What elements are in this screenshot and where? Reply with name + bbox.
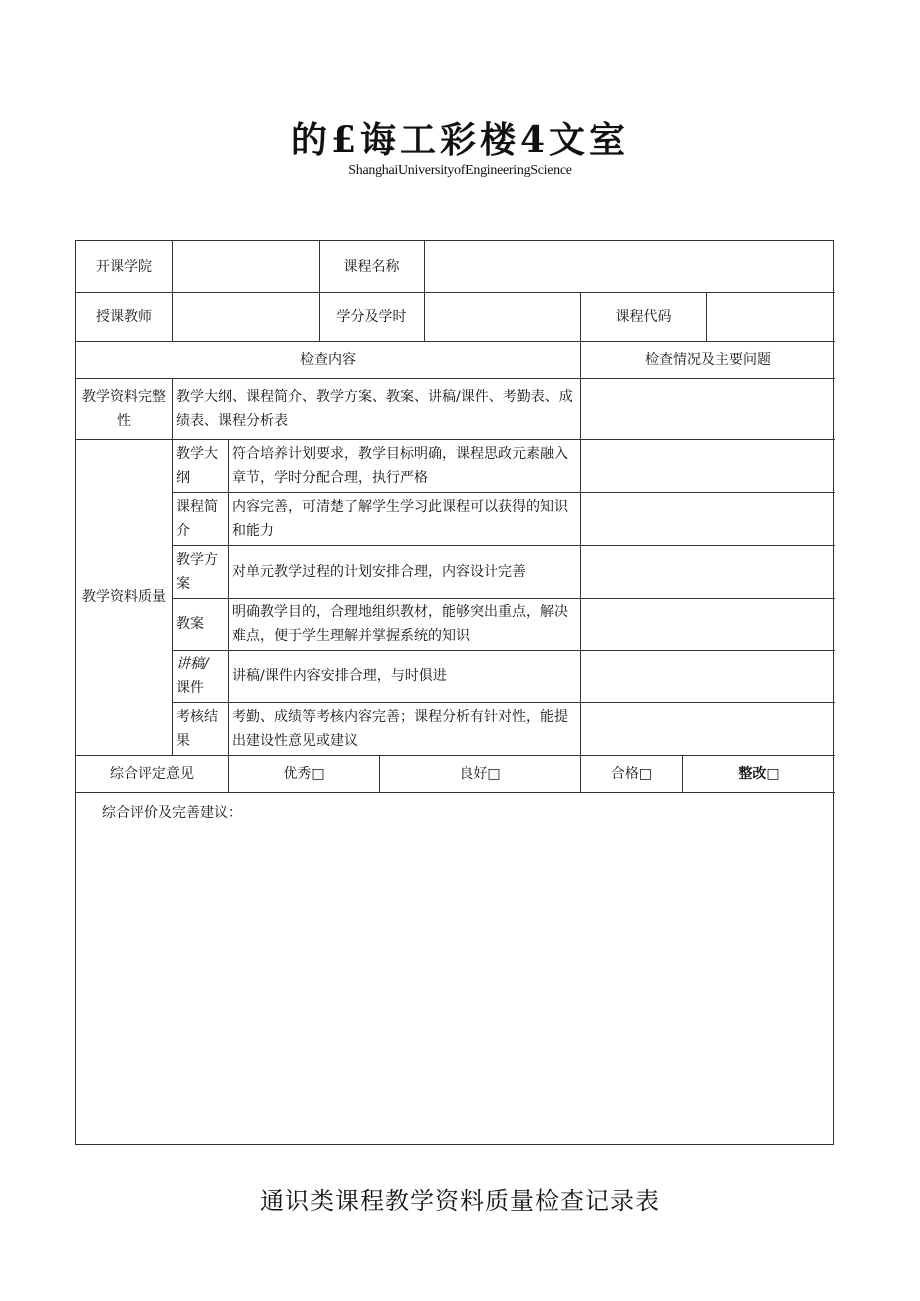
quality-item-name: 课程简介 <box>176 498 218 539</box>
quality-item-name: 考核结果 <box>176 708 218 749</box>
course-code-label: 课程代码 <box>615 308 672 325</box>
course-name-field[interactable] <box>425 241 835 292</box>
credits-field[interactable] <box>425 292 580 341</box>
comments-label: 综合评价及完善建议： <box>102 805 242 821</box>
course-code-field[interactable] <box>707 292 835 341</box>
quality-label: 教学资料质量 <box>82 589 166 605</box>
rating-rectify-checkbox[interactable]: 整改□ <box>738 765 780 782</box>
quality-item-name: 教学方案 <box>176 551 218 592</box>
quality-item-name: 教学大纲 <box>176 445 218 486</box>
form-title: 通识类课程教学资料质量检查记录表 <box>260 1187 660 1215</box>
inspection-form-table <box>75 240 834 1145</box>
quality-item-name <box>173 650 228 702</box>
comments-area[interactable] <box>76 833 835 1144</box>
college-label: 开课学院 <box>96 258 152 275</box>
teacher-label: 授课教师 <box>96 308 152 325</box>
completeness-content: 教学大纲、课程简介、教学方案、教案、讲稿/课件、考勤表、成绩表、课程分析表 <box>176 388 573 429</box>
university-logo-title: 的£诲工彩楼4文室 <box>290 119 630 161</box>
teacher-field[interactable] <box>173 292 319 341</box>
completeness-findings[interactable] <box>581 378 835 439</box>
quality-item-findings[interactable] <box>581 598 835 650</box>
quality-item-criteria: 对单元教学过程的计划安排合理，内容设计完善 <box>232 563 526 580</box>
content-header: 检查内容 <box>300 351 356 368</box>
rating-good-checkbox[interactable]: 良好□ <box>459 765 501 782</box>
course-name-label: 课程名称 <box>343 258 400 275</box>
quality-item-name: 教案 <box>176 616 204 632</box>
college-field[interactable] <box>173 241 319 292</box>
quality-item-findings[interactable] <box>581 545 835 598</box>
quality-item-criteria: 内容完善，可清楚了解学生学习此课程可以获得的知识和能力 <box>232 498 568 539</box>
quality-item-findings[interactable] <box>581 650 835 702</box>
quality-item-findings[interactable] <box>581 702 835 755</box>
findings-header: 检查情况及主要问题 <box>645 351 771 368</box>
quality-item-criteria: 符合培养计划要求，教学目标明确，课程思政元素融入章节，学时分配合理，执行严格 <box>232 445 568 486</box>
quality-item-criteria: 讲稿/课件内容安排合理，与时俱进 <box>232 668 447 684</box>
quality-item-name-italic: 讲稿/ <box>176 656 209 672</box>
credits-label: 学分及学时 <box>336 308 407 325</box>
rating-label: 综合评定意见 <box>110 765 194 782</box>
quality-item-criteria: 明确教学目的，合理地组织教材，能够突出重点，解决难点，便于学生理解并掌握系统的知识 <box>232 604 568 644</box>
rating-excellent-checkbox[interactable]: 优秀□ <box>283 765 325 782</box>
quality-item-findings[interactable] <box>581 492 835 545</box>
rating-pass-checkbox[interactable]: 合格□ <box>610 765 653 782</box>
quality-item-name-rest: 课件 <box>176 680 204 696</box>
quality-item-findings[interactable] <box>581 439 835 492</box>
university-english-name: ShanghaiUniversityofEngineeringScience <box>348 163 572 178</box>
completeness-label: 教学资料完整性 <box>82 388 166 429</box>
quality-item-criteria: 考勤、成绩等考核内容完善；课程分析有针对性，能提出建设性意见或建议 <box>232 708 568 749</box>
